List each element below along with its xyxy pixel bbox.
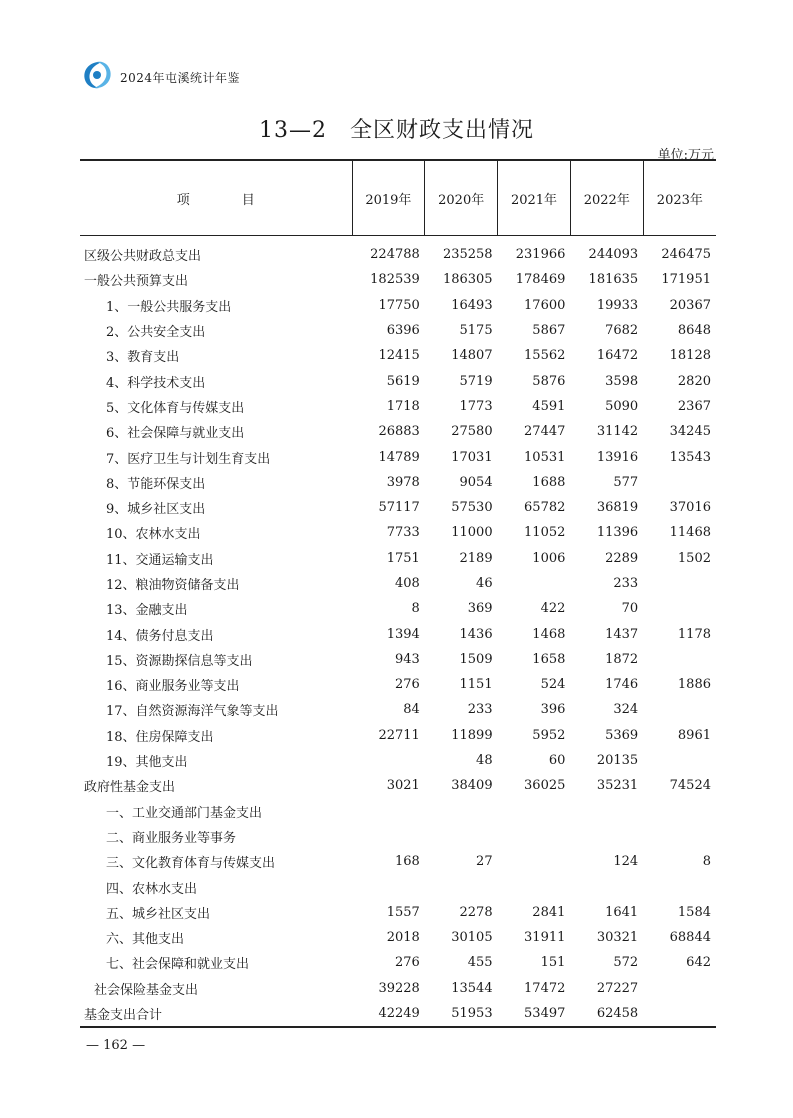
row-value (352, 874, 425, 899)
row-value: 1718 (386, 398, 420, 414)
row-value: 3598 (605, 373, 639, 389)
row-value: 1502 (677, 550, 711, 566)
row-value: 8 (411, 601, 420, 617)
row-label: 3、教育支出 (106, 350, 180, 366)
yearbook-logo-icon (80, 58, 114, 92)
row-value: 1437 (605, 626, 639, 642)
row-value: 1658 (532, 651, 566, 667)
page-number: — 162 — (86, 1038, 146, 1053)
row-value: 396 (540, 702, 566, 718)
row-value: 13544 (451, 980, 493, 996)
row-value: 1178 (677, 626, 711, 642)
table-row (80, 824, 716, 849)
row-value: 11468 (669, 525, 711, 541)
row-value: 124 (613, 854, 639, 870)
row-value (498, 824, 571, 849)
row-value: 8961 (677, 727, 711, 743)
row-value: 2278 (459, 904, 493, 920)
column-header-year: 2021年 (498, 160, 571, 236)
row-value: 48 (476, 753, 493, 769)
row-value (498, 874, 571, 899)
row-value: 1872 (605, 651, 639, 667)
row-value: 30321 (596, 930, 639, 946)
row-value: 2289 (605, 550, 639, 566)
row-value: 171951 (661, 272, 711, 288)
table-row (80, 950, 716, 975)
row-value: 37016 (669, 500, 711, 516)
table-row (80, 470, 716, 495)
table-row (80, 368, 716, 393)
row-label: 9、城乡社区支出 (106, 502, 206, 518)
row-value (498, 849, 571, 874)
row-value: 2189 (459, 550, 493, 566)
row-value: 4591 (532, 398, 566, 414)
row-value: 6396 (386, 323, 420, 339)
table-row (80, 495, 716, 520)
row-label: 社会保险基金支出 (94, 982, 199, 998)
row-label: 19、其他支出 (106, 755, 188, 771)
row-value: 30105 (451, 930, 493, 946)
row-value (643, 824, 716, 849)
row-value (570, 799, 643, 824)
row-value: 14807 (451, 348, 493, 364)
row-value: 17600 (524, 297, 566, 313)
row-label: 11、交通运输支出 (106, 552, 214, 568)
table-row (80, 976, 716, 1001)
row-value: 5369 (605, 727, 639, 743)
table-row (80, 748, 716, 773)
table-row (80, 596, 716, 621)
table-row (80, 267, 716, 292)
row-value: 1751 (386, 550, 420, 566)
row-value: 5090 (605, 398, 639, 414)
row-value: 14789 (378, 449, 420, 465)
row-value: 12415 (378, 348, 420, 364)
row-value (643, 799, 716, 824)
row-label: 14、债务付息支出 (106, 628, 214, 644)
row-value (643, 571, 716, 596)
row-value: 2018 (386, 930, 420, 946)
table-row (80, 621, 716, 646)
row-value: 168 (394, 854, 420, 870)
row-value: 8 (702, 854, 711, 870)
table-row (80, 773, 716, 798)
row-value (643, 647, 716, 672)
row-value: 2820 (677, 373, 711, 389)
row-value: 62458 (570, 1001, 643, 1027)
row-label: 政府性基金支出 (84, 780, 176, 796)
row-value (425, 874, 498, 899)
row-value: 13916 (596, 449, 639, 465)
table-header-row (80, 160, 716, 236)
row-value: 7682 (605, 323, 639, 339)
row-value: 1688 (532, 474, 566, 490)
row-value: 26883 (378, 424, 420, 440)
row-value (570, 874, 643, 899)
row-label: 13、金融支出 (106, 603, 188, 619)
row-value: 1584 (677, 904, 711, 920)
row-value: 408 (394, 576, 420, 591)
row-value: 233 (467, 702, 493, 718)
row-value (425, 799, 498, 824)
row-label: 16、商业服务业等支出 (106, 679, 240, 695)
row-value (352, 748, 425, 773)
row-value: 5175 (459, 323, 493, 339)
row-value: 19933 (596, 297, 639, 313)
row-value: 15562 (524, 348, 566, 364)
row-value: 178469 (515, 272, 566, 288)
table-row (80, 799, 716, 824)
table-row (80, 546, 716, 571)
row-value: 233 (613, 576, 639, 591)
table-row (80, 419, 716, 444)
row-value: 369 (467, 601, 493, 617)
row-value: 5619 (386, 373, 420, 389)
table-row (80, 343, 716, 368)
row-label: 1、一般公共服务支出 (106, 299, 232, 315)
row-value: 572 (613, 955, 639, 971)
row-label: 区级公共财政总支出 (84, 249, 202, 265)
row-label: 5、文化体育与传媒支出 (106, 400, 245, 416)
row-value (643, 596, 716, 621)
row-value: 1886 (677, 677, 711, 693)
row-value: 324 (613, 702, 639, 718)
row-value: 34245 (669, 424, 711, 440)
row-value (498, 571, 571, 596)
row-value: 27 (476, 854, 493, 870)
row-value: 46 (476, 576, 493, 591)
row-label: 七、社会保障和就业支出 (106, 957, 250, 973)
row-value: 10531 (524, 449, 566, 465)
row-value: 65782 (524, 500, 566, 516)
row-value: 68844 (669, 930, 711, 946)
row-value: 577 (613, 474, 639, 490)
table-row (80, 697, 716, 722)
row-label: 18、住房保障支出 (106, 729, 214, 745)
row-value: 151 (540, 955, 566, 971)
row-value: 74524 (669, 778, 711, 794)
row-value: 1006 (532, 550, 566, 566)
column-header-year: 2020年 (425, 160, 498, 236)
row-label: 基金支出合计 (80, 1001, 352, 1027)
row-value (643, 976, 716, 1001)
row-value: 1394 (386, 626, 420, 642)
row-value: 1557 (386, 904, 420, 920)
row-value: 36819 (596, 500, 639, 516)
row-value (352, 799, 425, 824)
row-value: 53497 (498, 1001, 571, 1027)
row-value: 17750 (378, 297, 420, 313)
row-value: 1641 (605, 904, 639, 920)
row-value: 231966 (515, 247, 566, 263)
row-label: 六、其他支出 (106, 932, 185, 948)
row-value: 11052 (524, 525, 566, 541)
row-value: 1509 (459, 651, 493, 667)
row-value: 7733 (386, 525, 420, 541)
table-row (80, 874, 716, 899)
table-row (80, 236, 716, 268)
row-value: 2367 (677, 398, 711, 414)
row-value: 60 (548, 753, 566, 769)
row-label: 一、工业交通部门基金支出 (106, 805, 263, 821)
table-row (80, 900, 716, 925)
table-row (80, 394, 716, 419)
row-value: 36025 (524, 778, 566, 794)
page-header (80, 58, 480, 92)
expenditure-table (80, 159, 716, 1028)
row-value: 27580 (451, 424, 493, 440)
row-value (643, 748, 716, 773)
row-value (498, 799, 571, 824)
row-label: 四、农林水支出 (106, 881, 198, 897)
row-value: 181635 (588, 272, 639, 288)
row-label: 2、公共安全支出 (106, 325, 206, 341)
table-row (80, 925, 716, 950)
row-value (352, 824, 425, 849)
row-value: 20367 (669, 297, 711, 313)
row-label: 8、节能环保支出 (106, 476, 206, 492)
unit-label: 单位:万元 (657, 148, 714, 163)
row-value (643, 697, 716, 722)
row-value: 38409 (451, 778, 493, 794)
table-row (80, 293, 716, 318)
row-value: 13543 (669, 449, 711, 465)
row-value: 17472 (524, 980, 566, 996)
row-value: 5876 (532, 373, 566, 389)
row-label: 17、自然资源海洋气象等支出 (106, 704, 279, 720)
row-value: 182539 (370, 272, 420, 288)
row-value (643, 874, 716, 899)
row-value: 1468 (532, 626, 566, 642)
row-value: 20135 (596, 753, 639, 769)
row-value: 1746 (605, 677, 639, 693)
row-value: 18128 (669, 348, 711, 364)
table-row (80, 520, 716, 545)
row-value (643, 1001, 716, 1027)
row-value: 27447 (524, 424, 566, 440)
table-row (80, 723, 716, 748)
row-value: 17031 (451, 449, 493, 465)
book-title: 2024年屯溪统计年鉴 (120, 71, 241, 85)
table-title: 13—2 全区财政支出情况 (259, 118, 534, 143)
table-row (80, 647, 716, 672)
row-value: 524 (540, 677, 566, 693)
row-value: 35231 (596, 778, 639, 794)
row-value: 422 (540, 601, 566, 617)
column-header-year: 2023年 (643, 160, 716, 236)
row-value: 642 (686, 955, 711, 971)
row-label: 15、资源勘探信息等支出 (106, 653, 253, 669)
column-header-item: 项 目 (80, 160, 352, 236)
row-value: 16472 (596, 348, 639, 364)
row-value: 31911 (524, 930, 566, 946)
row-value: 276 (394, 955, 420, 971)
row-label: 二、商业服务业等事务 (106, 830, 237, 846)
row-value: 39228 (378, 980, 420, 996)
table-row (80, 849, 716, 874)
row-label: 6、社会保障与就业支出 (106, 426, 245, 442)
row-value: 186305 (442, 272, 493, 288)
row-value: 5867 (532, 323, 566, 339)
row-value: 84 (403, 702, 420, 718)
row-value: 16493 (451, 297, 493, 313)
row-value: 244093 (588, 247, 639, 263)
row-value (570, 824, 643, 849)
row-value (425, 824, 498, 849)
row-label: 12、粮油物资储备支出 (106, 578, 240, 593)
row-value: 22711 (378, 727, 420, 743)
row-value: 42249 (352, 1001, 425, 1027)
table-row (80, 1001, 716, 1027)
row-value: 8648 (677, 323, 711, 339)
row-value: 943 (394, 651, 420, 667)
row-value: 11899 (451, 727, 493, 743)
row-value: 57117 (378, 500, 420, 516)
row-value: 1151 (459, 677, 493, 693)
row-label: 三、文化教育体育与传媒支出 (106, 856, 276, 872)
table-body (80, 236, 716, 1028)
row-label: 7、医疗卫生与计划生育支出 (106, 451, 271, 467)
row-label: 10、农林水支出 (106, 527, 201, 543)
row-label: 五、城乡社区支出 (106, 906, 211, 922)
row-value: 11000 (451, 525, 493, 541)
row-value: 1436 (459, 626, 493, 642)
row-value: 31142 (596, 424, 639, 440)
row-value: 235258 (442, 247, 493, 263)
row-value: 5952 (532, 727, 566, 743)
row-value: 27227 (596, 980, 639, 996)
table-row (80, 672, 716, 697)
table-row (80, 318, 716, 343)
row-value: 11396 (596, 525, 639, 541)
row-value: 51953 (425, 1001, 498, 1027)
row-value: 1773 (459, 398, 493, 414)
row-value: 224788 (370, 247, 420, 263)
column-header-year: 2022年 (570, 160, 643, 236)
row-label: 一般公共预算支出 (84, 274, 189, 290)
row-value: 2841 (532, 904, 566, 920)
row-value: 276 (394, 677, 420, 693)
row-value: 5719 (459, 373, 493, 389)
column-header-year: 2019年 (352, 160, 425, 236)
row-value: 9054 (459, 474, 493, 490)
table-row (80, 444, 716, 469)
row-value: 455 (467, 955, 493, 971)
row-value: 3021 (386, 778, 420, 794)
row-value: 3978 (386, 474, 420, 490)
row-label: 4、科学技术支出 (106, 375, 206, 391)
row-value: 246475 (661, 247, 711, 263)
row-value: 70 (621, 601, 639, 617)
table-row (80, 571, 716, 596)
row-value (643, 470, 716, 495)
row-value: 57530 (451, 500, 493, 516)
